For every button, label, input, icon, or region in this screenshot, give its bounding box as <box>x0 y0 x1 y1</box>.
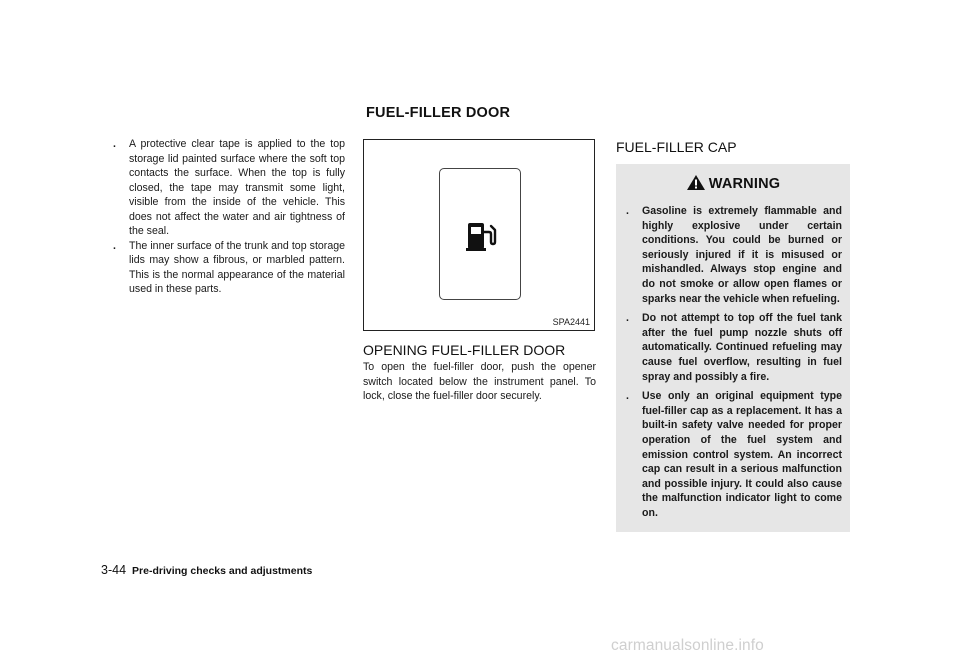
list-item <box>113 137 345 239</box>
cap-heading: FUEL-FILLER CAP <box>616 139 737 155</box>
list-item-text: Do not attempt to top off the fuel tank after the fuel pump nozzle shuts off automatically. Continued refueling may cause fuel overflow, resulting in fuel spray and possibly a fire. <box>642 312 842 383</box>
page-footer <box>101 563 312 577</box>
list-item-text: A protective clear tape is applied to the top storage lid painted surface where the soft top contacts the surface. When the top is fully closed, the tape may transmit some light, visible from the inside of the vehicle. This does not affect the water and air tightness of the seal. <box>129 138 345 238</box>
list-item <box>626 389 842 520</box>
list-item <box>626 204 842 306</box>
chapter-title: Pre-driving checks and adjustments <box>132 565 313 577</box>
list-item-text: Gasoline is extremely flammable and highly explosive under certain conditions. You could be burned or seriously injured if it is misused or mishandled. Always stop engine and do not smoke or allow open flames or sparks near the vehicle when refueling. <box>642 205 842 305</box>
warning-triangle-icon <box>686 174 706 191</box>
opening-heading: OPENING FUEL-FILLER DOOR <box>363 342 566 358</box>
list-item-text: The inner surface of the trunk and top storage lids may show a fibrous, or marbled pattern. This is the normal appearance of the material used in these parts. <box>129 239 345 296</box>
fuel-pump-icon <box>464 219 498 253</box>
bullet-marker: . <box>626 205 629 217</box>
list-item <box>626 311 842 384</box>
list-item <box>113 239 345 297</box>
fuel-filler-door-illustration <box>439 168 521 300</box>
section-title: FUEL-FILLER DOOR <box>366 105 511 121</box>
warning-title: WARNING <box>708 176 781 192</box>
opening-body: To open the fuel-filler door, push the opener switch located below the instrument panel. To lock, close the fuel-filler door securely. <box>363 361 596 403</box>
warning-header <box>616 174 850 192</box>
bullet-marker: . <box>113 138 116 150</box>
warning-list <box>626 204 842 525</box>
bullet-marker: . <box>626 312 629 325</box>
list-item-text: Use only an original equipment type fuel-filler cap as a replacement. It has a built-in safety valve needed for proper operation of the fuel system and emission control system. An incorrect cap can result in a serious malfunction and possible injury. It could also cause the malfunction indicator light to come on. <box>642 390 842 519</box>
figure-caption: SPA2441 <box>552 317 590 327</box>
figure <box>363 139 595 331</box>
page-number: 3-44 <box>101 563 127 577</box>
bullet-marker: . <box>113 239 116 252</box>
watermark: carmanualsonline.info <box>611 637 764 654</box>
bullet-marker: . <box>626 390 629 403</box>
left-column <box>113 137 345 297</box>
warning-box <box>616 164 850 532</box>
